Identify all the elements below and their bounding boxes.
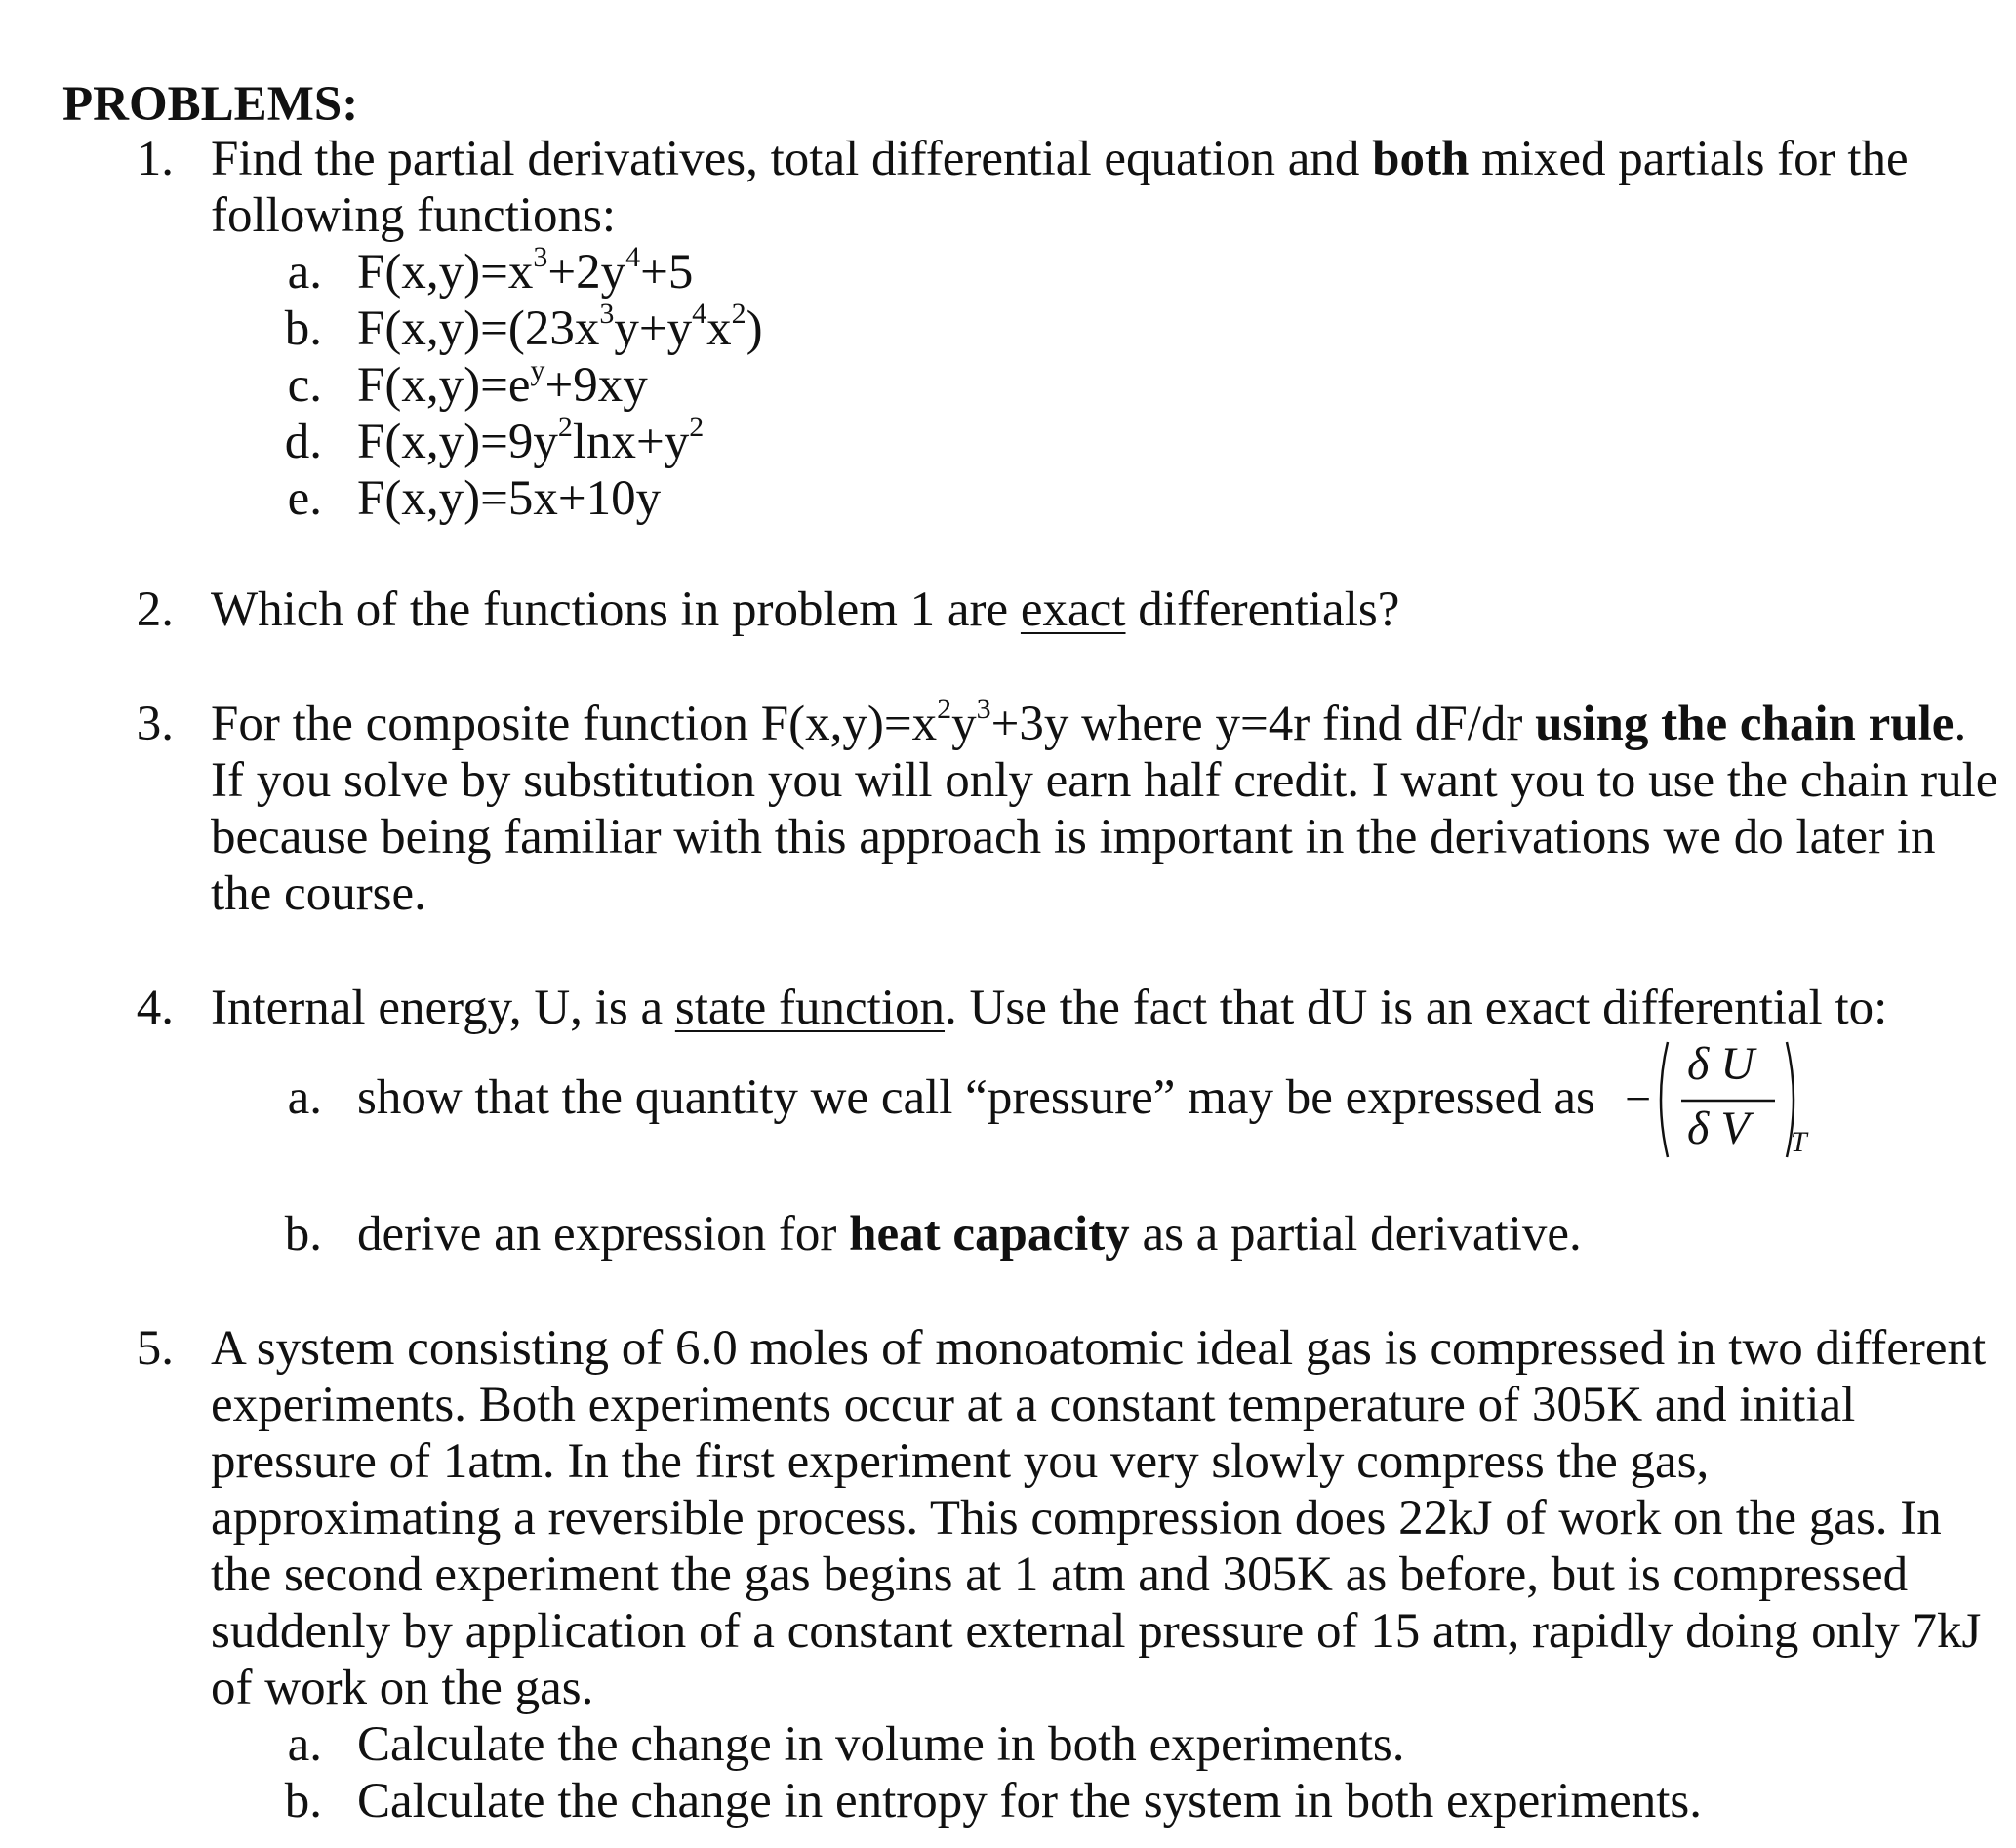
problem-3-line-4: the course. (211, 866, 426, 921)
problem-5-number: 5. (136, 1321, 174, 1376)
pressure-formula (1625, 1036, 1820, 1163)
problem-4a-text: show that the quantity we call “pressure” may be expressed as (357, 1070, 1595, 1125)
problem-4-text: Internal energy, U, is a state function. Use the fact that dU is an exact differential to: (211, 981, 1888, 1035)
problem-3-line-2: If you solve by substitution you will only earn half credit. I want you to use the chain rule (211, 753, 1998, 808)
problem-1-item-label: a. (287, 245, 322, 300)
problem-5b-text: Calculate the change in entropy for the system in both experiments. (357, 1774, 1703, 1828)
problem-4b-text: derive an expression for heat capacity as a partial derivative. (357, 1207, 1582, 1262)
problem-3-number: 3. (136, 697, 174, 751)
problem-1-item-function: $F(x,y)=(23x^3y+y^4x^2)$ (357, 298, 763, 356)
problem-1-line-2: following functions: (211, 188, 617, 243)
problem-1-bold-both: both (1372, 132, 1470, 186)
problem-1-item-function: $F(x,y)=e^y+9xy$ (357, 354, 648, 413)
problem-5-line: pressure of 1atm. In the first experiment you very slowly compress the gas, (211, 1434, 1710, 1489)
formula-denominator: δ V (1687, 1103, 1750, 1154)
problem-3-line-1: For the composite function $F(x,y)=x^2y^3+3y$ where y=4r find dF/dr using the chain rule. (211, 693, 1967, 751)
problem-1-item-label: b. (284, 301, 322, 356)
problem-5a-label: a. (287, 1717, 322, 1772)
problem-2-number: 2. (136, 583, 174, 637)
problem-1-item-label: c. (287, 358, 322, 413)
problem-1-item-label: e. (287, 471, 322, 526)
problem-4-underline-state-function: state function (674, 981, 946, 1035)
problem-4b-label: b. (284, 1207, 322, 1262)
formula-numerator: δ U (1687, 1038, 1754, 1090)
problem-2-underline-exact: exact (1020, 583, 1126, 637)
page-heading: PROBLEMS: (62, 77, 359, 132)
problem-2-text: Which of the functions in problem 1 are exact differentials? (211, 583, 1400, 637)
problem-4a-label: a. (287, 1070, 322, 1125)
formula-subscript: T (1791, 1126, 1807, 1158)
problem-1-number: 1. (136, 132, 174, 186)
problem-1-line-1: Find the partial derivatives, total differential equation and both mixed partials for the (211, 132, 1909, 186)
problem-5a-text: Calculate the change in volume in both experiments. (357, 1717, 1405, 1772)
problem-5-line: the second experiment the gas begins at 1 atm and 305K as before, but is compressed (211, 1547, 1909, 1602)
problem-4-number: 4. (136, 981, 174, 1035)
problem-1-item-label: d. (284, 415, 322, 469)
problem-5-line: experiments. Both experiments occur at a constant temperature of 305K and initial (211, 1378, 1856, 1432)
problem-5-line: A system consisting of 6.0 moles of monoatomic ideal gas is compressed in two different (211, 1321, 1987, 1376)
problem-3-bold-chain-rule: using the chain rule (1535, 697, 1955, 751)
problem-5-line: approximating a reversible process. This compression does 22kJ of work on the gas. In (211, 1491, 1942, 1546)
problem-5-line: suddenly by application of a constant external pressure of 15 atm, rapidly doing only 7kJ (211, 1604, 1982, 1659)
problem-5-line: of work on the gas. (211, 1661, 594, 1715)
problem-1-item-function: $F(x,y)=9y^2\ln x+y^2$ (357, 411, 705, 469)
problem-5b-label: b. (284, 1774, 322, 1828)
problem-1-item-function: $F(x,y)=x^3+2y^4+5$ (357, 241, 694, 300)
formula-minus-sign: − (1625, 1073, 1652, 1125)
problem-3-line-3: because being familiar with this approach is important in the derivations we do later in (211, 810, 1936, 864)
problem-1-item-function: F(x,y)=5x+10y (357, 471, 662, 526)
problem-4b-bold-heat-capacity: heat capacity (849, 1207, 1130, 1262)
